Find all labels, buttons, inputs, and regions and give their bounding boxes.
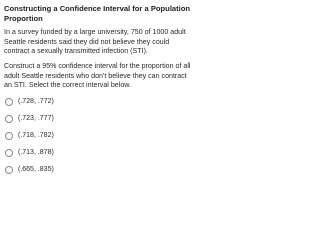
radio-button-icon[interactable] — [5, 149, 13, 157]
answer-option-label: (.723, .777) — [18, 115, 54, 123]
answer-option-label: (.713, .878) — [18, 149, 54, 157]
answer-options — [4, 96, 195, 176]
radio-button-icon[interactable] — [5, 132, 13, 140]
answer-option-label: (.728, .772) — [18, 98, 54, 106]
question-title: Constructing a Confidence Interval for a Population Proportion — [4, 4, 191, 23]
question-card — [0, 0, 200, 172]
question-context: In a survey funded by a large university, 750 of 1000 adult Seattle residents said they did not believe they could contract a sexually transmitted infection (STI). — [4, 28, 186, 56]
answer-option-label: (.665, .835) — [18, 166, 54, 174]
radio-button-icon[interactable] — [5, 166, 13, 174]
answer-option-5[interactable] — [4, 164, 195, 176]
answer-option-2[interactable] — [4, 113, 195, 125]
answer-option-4[interactable] — [4, 147, 195, 159]
question-prompt: Construct a 95% confidence interval for the proportion of all adult Seattle residents who don't believe they can contract an STI. Select the correct interval below. — [4, 61, 191, 90]
answer-option-3[interactable] — [4, 130, 195, 142]
radio-button-icon[interactable] — [5, 115, 13, 123]
answer-option-1[interactable] — [4, 96, 195, 108]
radio-button-icon[interactable] — [5, 98, 13, 106]
answer-option-label: (.718, .782) — [18, 132, 54, 140]
